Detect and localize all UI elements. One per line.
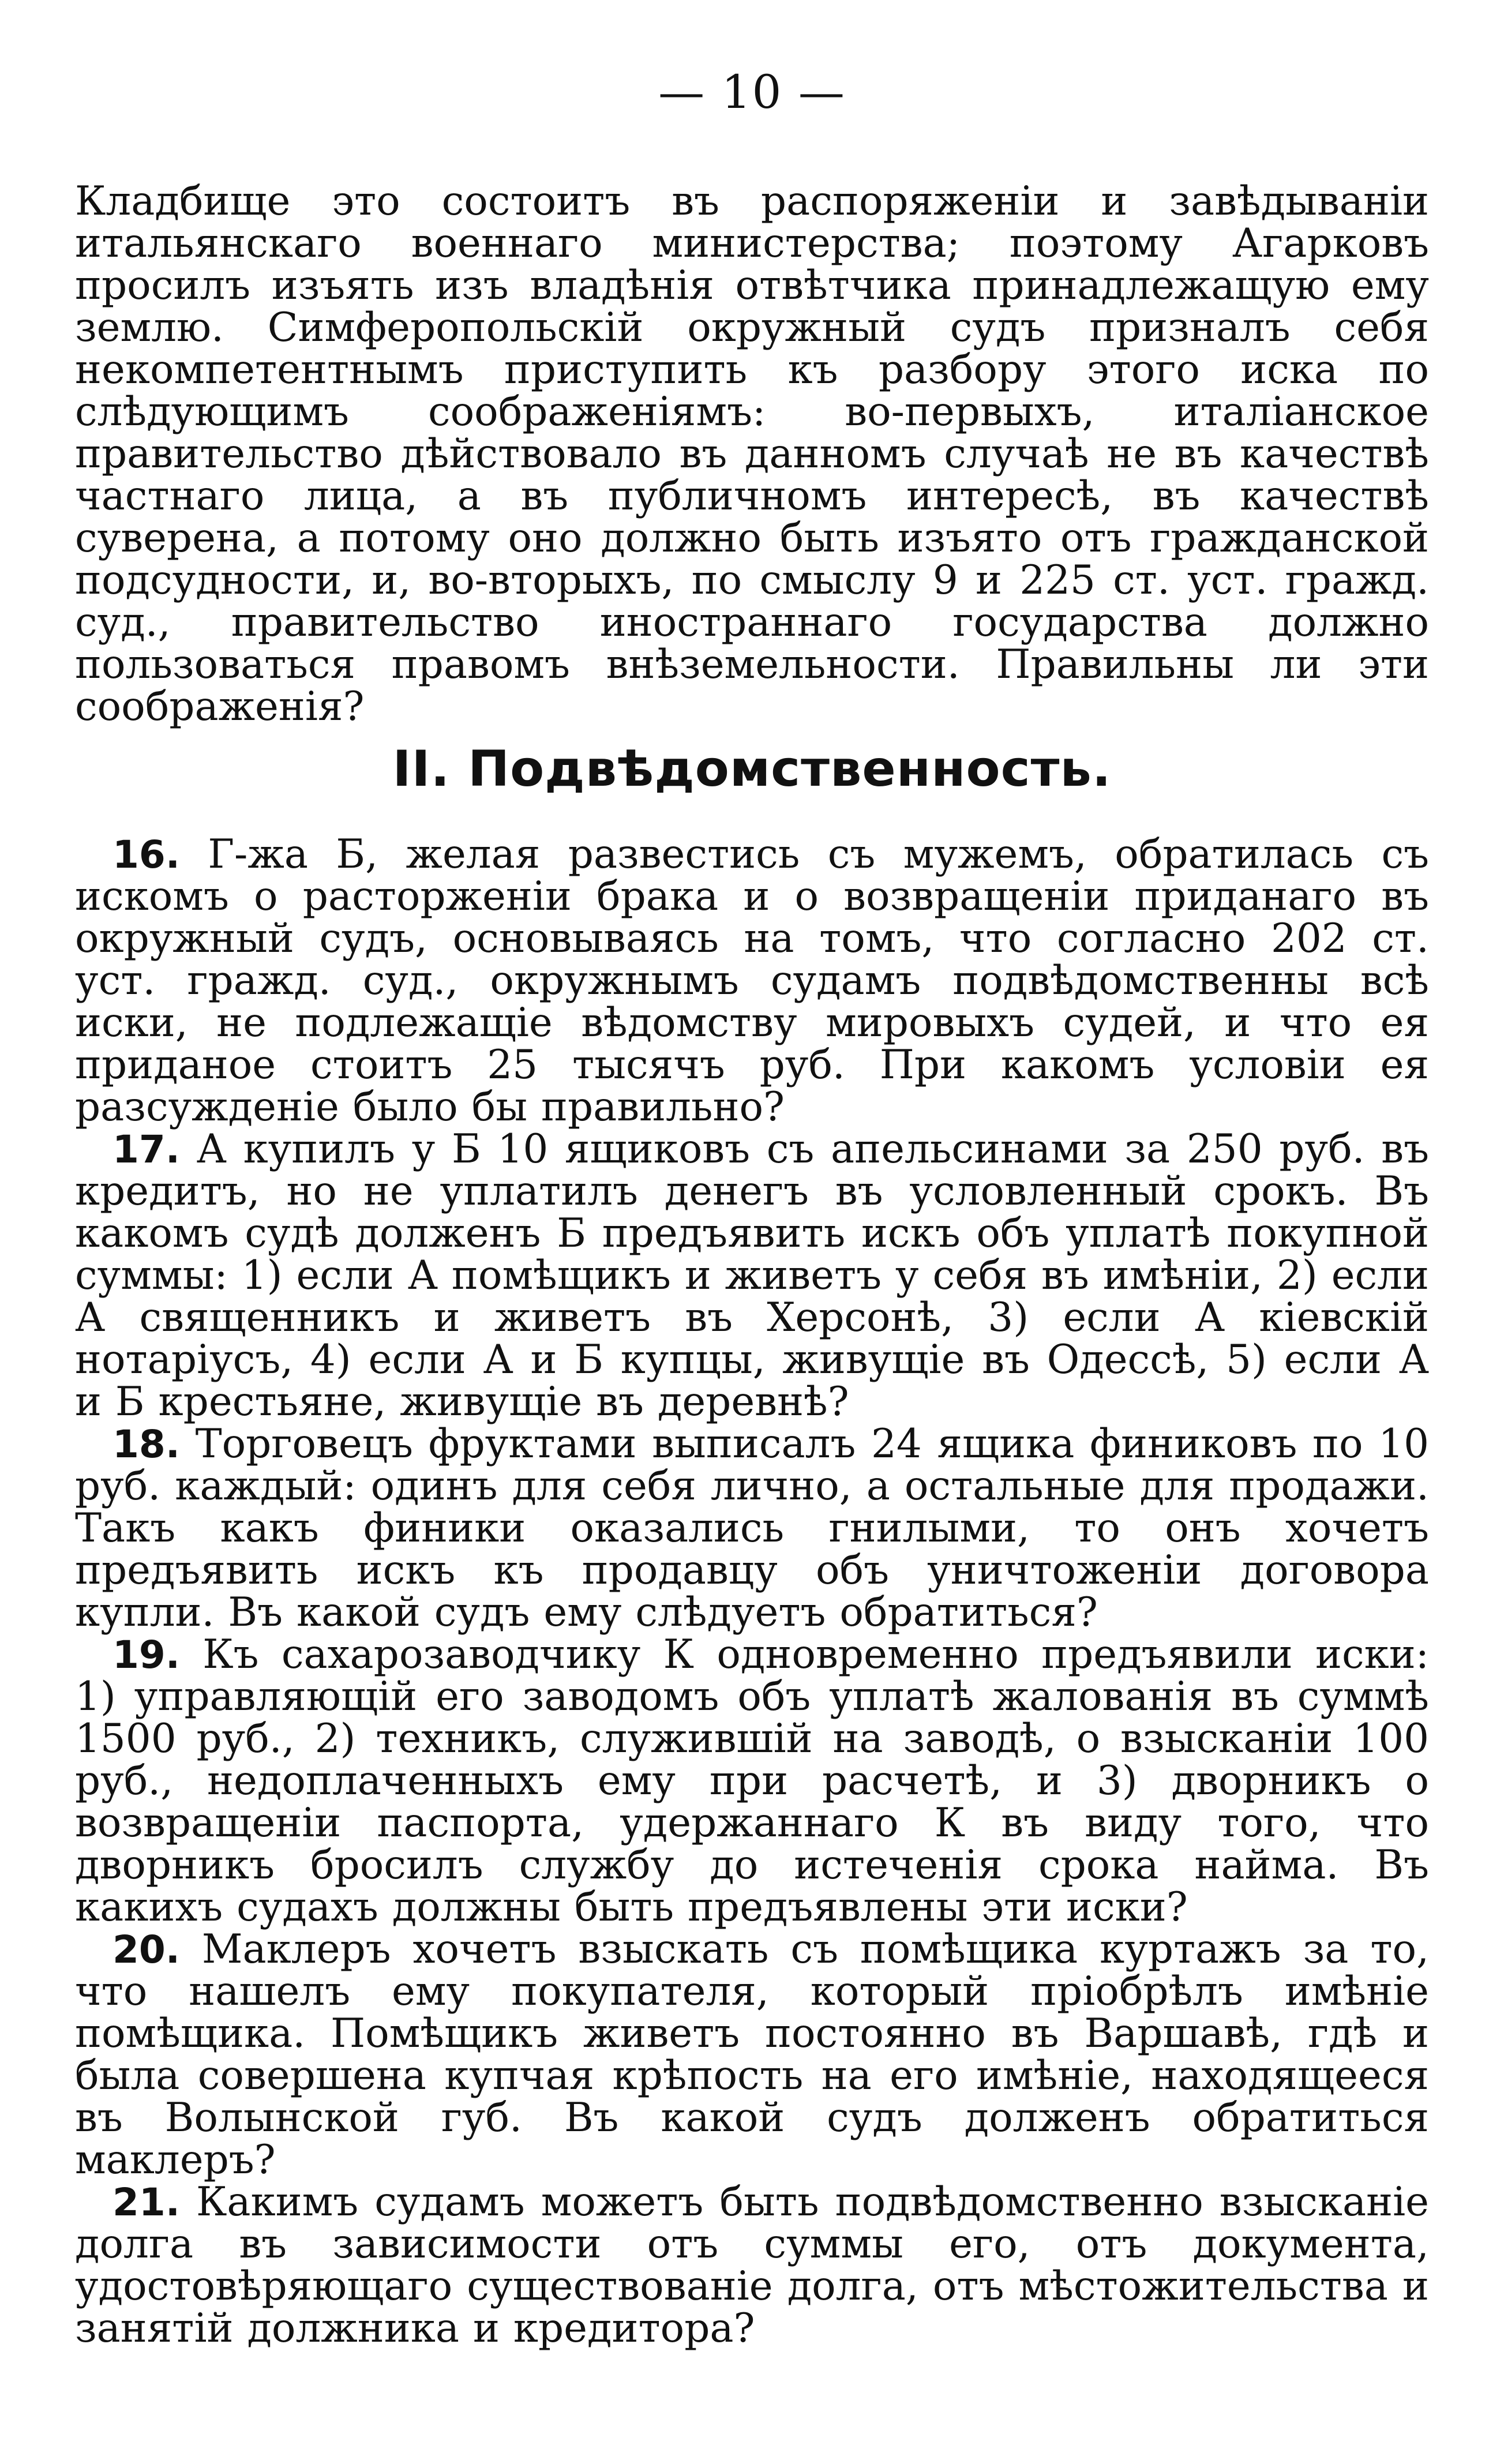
problem-text: А купилъ у Б 10 ящиковъ съ апельсинами за 250 руб. въ кредитъ, но не уплатилъ денегъ въ условленный срокъ. Въ какомъ судѣ долженъ Б предъявить искъ объ уплатѣ покупной суммы: 1) если А помѣщикъ и живетъ у себя въ имѣніи, 2) если А священникъ и живетъ въ Херсонѣ, 3) если А кіевскій нотаріусъ, 4) если А и Б купцы, живущіе въ Одессѣ, 5) если А и Б крестьяне, живущіе въ деревнѣ? [75, 1126, 1429, 1425]
problem-list [75, 831, 1430, 2352]
intro-paragraph-text: Кладбище это состоитъ въ распоряженіи и завѣдываніи итальянскаго военнаго министерства; поэтому Агарковъ просилъ изъять изъ владѣнія отвѣтчика принадлежащую ему землю. Симферопольскій окружный судъ призналъ себя некомпетентнымъ приступить къ разбору этого иска по слѣдующимъ соображеніямъ: во-первыхъ, италіанское правительство дѣйствовало въ данномъ случаѣ не въ качествѣ частнаго лица, а въ публичномъ интересѣ, въ качествѣ суверена, а потому оно должно быть изъято отъ гражданской подсудности, и, во-вторыхъ, по смыслу 9 и 225 ст. уст. гражд. суд., правительство иностраннаго государства должно пользоваться правомъ внѣземельности. Правильны ли эти соображенія? [75, 178, 1429, 730]
problem-number: 16. [112, 832, 180, 877]
intro-paragraph [75, 178, 1429, 730]
problem-number: 18. [112, 1422, 180, 1467]
problem-number: 20. [112, 1927, 180, 1972]
problem-number: 19. [112, 1633, 180, 1677]
problem-text: Маклеръ хочетъ взыскать съ помѣщика куртажъ за то, что нашелъ ему покупателя, который пріобрѣлъ имѣніе помѣщика. Помѣщикъ живетъ постоянно въ Варшавѣ, гдѣ и была совершена купчая крѣпость на его имѣніе, находящееся въ Волынской губ. Въ какой судъ долженъ обратиться маклеръ? [75, 1926, 1430, 2183]
page-number: — 10 — [658, 65, 846, 119]
problem-text: Г-жа Б, желая развестись съ мужемъ, обратилась съ искомъ о расторженіи брака и о возвращеніи приданаго въ окружный судъ, основываясь на томъ, что согласно 202 ст. уст. гражд. суд., окружнымъ судамъ подвѣдомственны всѣ иски, не подлежащіе вѣдомству мировыхъ судей, и что ея приданое стоитъ 25 тысячъ руб. При какомъ условіи ея разсужденіе было бы правильно? [75, 831, 1429, 1130]
problem-text: Какимъ судамъ можетъ быть подвѣдомственно взысканіе долга въ зависимости отъ суммы его, отъ документа, удостовѣряющаго существованіе долга, отъ мѣстожительства и занятій должника и кредитора? [75, 2179, 1429, 2352]
problem-20 [75, 1926, 1430, 2183]
problem-16 [75, 831, 1429, 1130]
section-heading: II. Подвѣдомственность. [392, 740, 1112, 798]
problem-text: Къ сахарозаводчику К одновременно предъявили иски: 1) управляющій его заводомъ объ уплатѣ жалованія въ суммѣ 1500 руб., 2) техникъ, служившій на заводѣ, о взысканіи 100 руб., недоплаченныхъ ему при расчетѣ, и 3) дворникъ о возвращеніи паспорта, удержаннаго К въ виду того, что дворникъ бросилъ службу до истеченія срока найма. Въ какихъ судахъ должны быть предъявлены эти иски? [75, 1632, 1429, 1930]
problem-21 [75, 2181, 1429, 2350]
problem-18 [75, 1423, 1429, 1634]
problem-17 [75, 1128, 1429, 1423]
problem-number: 21. [112, 2180, 180, 2225]
problem-number: 17. [112, 1127, 180, 1172]
problem-text: Торговецъ фруктами выписалъ 24 ящика финиковъ по 10 руб. каждый: одинъ для себя лично, а остальные для продажи. Такъ какъ финики оказались гнилыми, то онъ хочетъ предъявить искъ къ продавцу объ уничтоженіи договора купли. Въ какой судъ ему слѣдуетъ обратиться? [75, 1421, 1429, 1636]
problem-19 [75, 1634, 1429, 1929]
